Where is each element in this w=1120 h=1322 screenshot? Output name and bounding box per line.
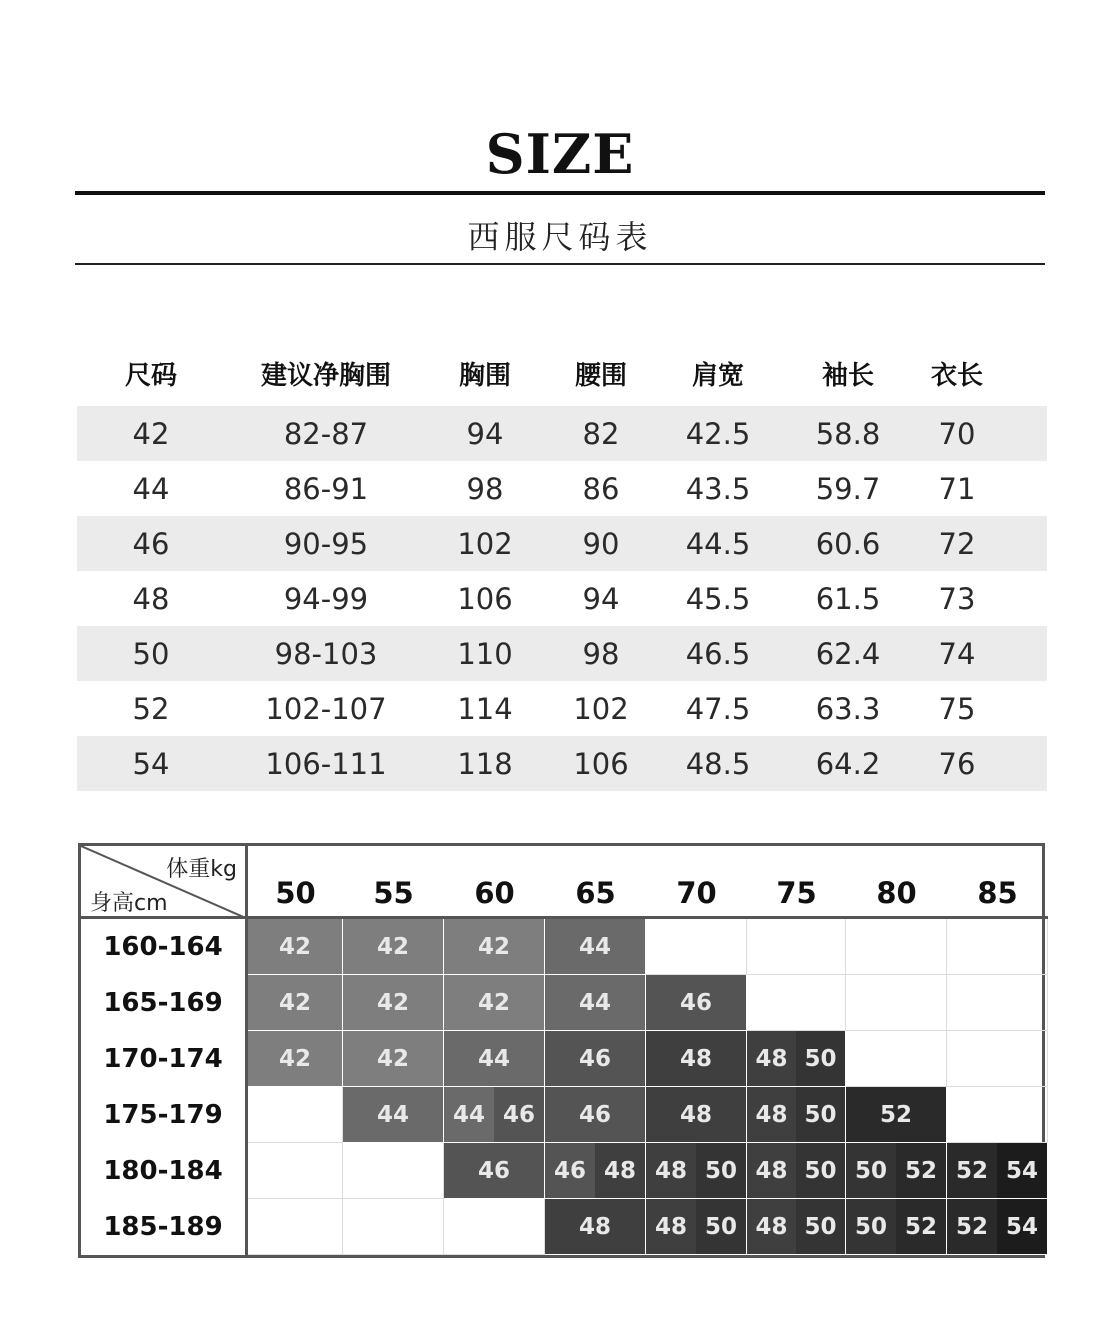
empty-cell (846, 975, 947, 1031)
table-cell: 98 (466, 471, 504, 506)
size-cell (545, 975, 646, 1031)
recommended-size: 48 (545, 1199, 645, 1254)
table-cell: 70 (938, 416, 976, 451)
table-cell: 46.5 (685, 636, 751, 671)
recommended-size: 44 (444, 1031, 544, 1086)
size-table-header (77, 340, 1047, 406)
column-header: 胸围 (458, 360, 512, 391)
table-cell: 98-103 (274, 636, 378, 671)
table-cell: 54 (132, 746, 170, 781)
size-cell (947, 1199, 1048, 1255)
recommended-size: 50 (696, 1143, 746, 1198)
height-header: 185-189 (81, 1199, 248, 1255)
size-cell (343, 975, 444, 1031)
weight-header: 85 (947, 846, 1048, 919)
table-cell: 42.5 (685, 416, 751, 451)
table-cell: 76 (938, 746, 976, 781)
height-header: 170-174 (81, 1031, 248, 1087)
size-cell (545, 919, 646, 975)
table-row (77, 461, 1047, 516)
subtitle-divider (75, 263, 1045, 265)
table-cell: 90 (582, 526, 620, 561)
recommended-size: 42 (444, 975, 544, 1030)
table-cell: 63.3 (815, 691, 881, 726)
table-cell: 102 (573, 691, 629, 726)
size-cell (646, 975, 747, 1031)
size-cell (846, 1143, 947, 1199)
empty-cell (248, 1199, 343, 1255)
size-cell (545, 1199, 646, 1255)
height-header: 175-179 (81, 1087, 248, 1143)
size-cell (444, 1087, 545, 1143)
table-cell: 48.5 (685, 746, 751, 781)
size-cell (747, 1031, 846, 1087)
empty-cell (947, 1087, 1048, 1143)
table-cell: 46 (132, 526, 170, 561)
empty-cell (343, 1199, 444, 1255)
weight-header: 70 (646, 846, 747, 919)
size-cell (444, 975, 545, 1031)
recommended-size: 44 (343, 1087, 443, 1142)
recommended-size: 50 (796, 1143, 845, 1198)
size-cell (444, 919, 545, 975)
recommended-size: 42 (343, 975, 443, 1030)
recommended-size: 46 (545, 1143, 595, 1198)
recommended-size: 50 (796, 1087, 845, 1142)
empty-cell (747, 919, 846, 975)
size-cell (248, 919, 343, 975)
size-cell (545, 1031, 646, 1087)
recommended-size: 48 (646, 1199, 696, 1254)
table-cell: 45.5 (685, 581, 751, 616)
table-cell: 102 (457, 526, 513, 561)
recommended-size: 50 (846, 1143, 896, 1198)
table-cell: 75 (938, 691, 976, 726)
recommended-size: 52 (896, 1199, 946, 1254)
grid-corner (81, 846, 248, 919)
size-cell (343, 1087, 444, 1143)
table-cell: 86-91 (283, 471, 369, 506)
table-cell: 102-107 (265, 691, 387, 726)
empty-cell (343, 1143, 444, 1199)
weight-header: 75 (747, 846, 846, 919)
column-header: 衣长 (930, 360, 984, 391)
recommended-size: 54 (997, 1199, 1047, 1254)
recommended-size: 48 (747, 1199, 796, 1254)
empty-cell (947, 919, 1048, 975)
height-axis-label: 身高cm (90, 891, 168, 916)
weight-header: 60 (444, 846, 545, 919)
table-cell: 106 (457, 581, 513, 616)
recommended-size: 48 (646, 1087, 746, 1142)
recommended-size: 42 (248, 919, 342, 974)
size-cell (846, 1199, 947, 1255)
height-header: 180-184 (81, 1143, 248, 1199)
height-header: 160-164 (81, 919, 248, 975)
table-cell: 42 (132, 416, 170, 451)
table-cell: 64.2 (815, 746, 881, 781)
table-cell: 82-87 (283, 416, 369, 451)
size-table (77, 340, 1047, 791)
recommended-size: 48 (747, 1031, 796, 1086)
table-cell: 71 (938, 471, 976, 506)
weight-header: 55 (343, 846, 444, 919)
column-header: 尺码 (124, 360, 178, 391)
empty-cell (444, 1199, 545, 1255)
recommended-size: 42 (248, 975, 342, 1030)
weight-header: 65 (545, 846, 646, 919)
table-cell: 98 (582, 636, 620, 671)
table-cell: 59.7 (815, 471, 881, 506)
size-cell (545, 1087, 646, 1143)
table-row (77, 516, 1047, 571)
recommended-size: 50 (846, 1199, 896, 1254)
recommended-size: 52 (947, 1199, 997, 1254)
table-cell: 114 (457, 691, 513, 726)
column-header: 肩宽 (691, 360, 745, 391)
size-cell (248, 1031, 343, 1087)
recommended-size: 48 (747, 1087, 796, 1142)
empty-cell (646, 919, 747, 975)
column-header: 袖长 (821, 360, 875, 391)
recommended-size: 48 (595, 1143, 645, 1198)
page-subtitle: 西服尺码表 (467, 218, 653, 256)
size-cell (248, 975, 343, 1031)
table-cell: 72 (938, 526, 976, 561)
table-cell: 61.5 (815, 581, 881, 616)
table-cell: 90-95 (283, 526, 369, 561)
table-cell: 48 (132, 581, 170, 616)
table-row (77, 406, 1047, 461)
recommended-size: 42 (343, 1031, 443, 1086)
recommended-size: 54 (997, 1143, 1047, 1198)
empty-cell (947, 975, 1048, 1031)
page-title: SIZE (485, 122, 635, 186)
table-cell: 44 (132, 471, 170, 506)
table-cell: 60.6 (815, 526, 881, 561)
empty-cell (947, 1031, 1048, 1087)
recommended-size: 50 (796, 1199, 845, 1254)
height-header: 165-169 (81, 975, 248, 1031)
table-row (77, 681, 1047, 736)
recommended-size: 44 (444, 1087, 494, 1142)
recommended-size: 46 (545, 1031, 645, 1086)
size-cell (444, 1031, 545, 1087)
table-cell: 94 (466, 416, 504, 451)
size-cell (343, 1031, 444, 1087)
table-cell: 118 (457, 746, 513, 781)
recommended-size: 46 (646, 975, 746, 1030)
size-cell (444, 1143, 545, 1199)
recommended-size: 48 (646, 1031, 746, 1086)
column-header: 建议净胸围 (260, 360, 392, 391)
empty-cell (747, 975, 846, 1031)
table-cell: 47.5 (685, 691, 751, 726)
size-cell (747, 1199, 846, 1255)
recommended-size: 50 (796, 1031, 845, 1086)
column-header: 腰围 (574, 360, 628, 391)
recommended-size: 46 (494, 1087, 544, 1142)
size-recommendation-grid (78, 843, 1045, 1258)
empty-cell (248, 1087, 343, 1143)
recommended-size: 50 (696, 1199, 746, 1254)
table-cell: 86 (582, 471, 620, 506)
empty-cell (248, 1143, 343, 1199)
recommended-size: 42 (343, 919, 443, 974)
table-row (77, 736, 1047, 791)
table-cell: 44.5 (685, 526, 751, 561)
recommended-size: 48 (646, 1143, 696, 1198)
table-cell: 74 (938, 636, 976, 671)
recommended-size: 46 (545, 1087, 645, 1142)
table-row (77, 571, 1047, 626)
table-cell: 106-111 (265, 746, 387, 781)
recommended-size: 52 (947, 1143, 997, 1198)
recommended-size: 42 (248, 1031, 342, 1086)
table-cell: 62.4 (815, 636, 881, 671)
size-cell (846, 1087, 947, 1143)
recommended-size: 52 (896, 1143, 946, 1198)
size-cell (646, 1199, 747, 1255)
table-cell: 94-99 (283, 581, 369, 616)
weight-header: 80 (846, 846, 947, 919)
recommended-size: 46 (444, 1143, 544, 1198)
table-cell: 50 (132, 636, 170, 671)
size-cell (646, 1031, 747, 1087)
recommended-size: 44 (545, 919, 645, 974)
table-cell: 52 (132, 691, 170, 726)
table-cell: 94 (582, 581, 620, 616)
weight-header: 50 (248, 846, 343, 919)
recommended-size: 48 (747, 1143, 796, 1198)
empty-cell (846, 1031, 947, 1087)
recommended-size: 44 (545, 975, 645, 1030)
table-cell: 58.8 (815, 416, 881, 451)
empty-cell (846, 919, 947, 975)
recommended-size: 42 (444, 919, 544, 974)
size-cell (545, 1143, 646, 1199)
size-cell (747, 1087, 846, 1143)
size-cell (646, 1143, 747, 1199)
size-cell (343, 919, 444, 975)
weight-axis-label: 体重kg (166, 857, 237, 882)
size-cell (947, 1143, 1048, 1199)
table-cell: 110 (457, 636, 513, 671)
size-cell (747, 1143, 846, 1199)
table-cell: 73 (938, 581, 976, 616)
table-cell: 82 (582, 416, 620, 451)
size-cell (646, 1087, 747, 1143)
title-divider (75, 191, 1045, 195)
table-row (77, 626, 1047, 681)
table-cell: 106 (573, 746, 629, 781)
table-cell: 43.5 (685, 471, 751, 506)
recommended-size: 52 (846, 1087, 946, 1142)
